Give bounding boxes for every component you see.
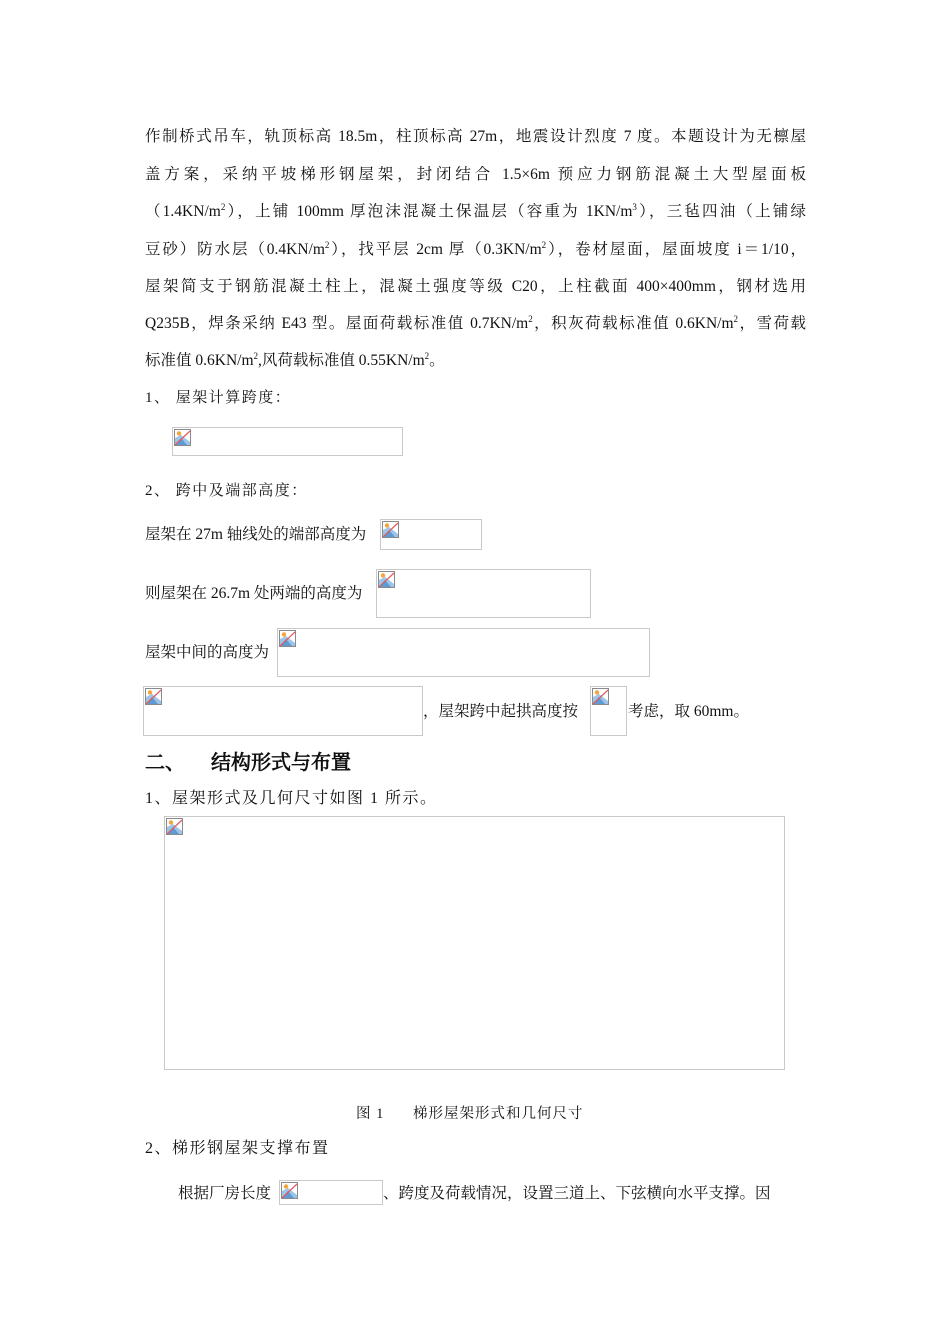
end-height-267-text: 则屋架在 26.7m 处两端的高度为 bbox=[145, 585, 363, 602]
camber-text-b: 考虑，取 60mm。 bbox=[628, 703, 749, 720]
subheading-heights: 2、 跨中及端部高度： bbox=[145, 483, 308, 499]
formula-image-mid-height-2 bbox=[143, 686, 423, 736]
broken-image-icon bbox=[174, 429, 191, 446]
formula-image-length bbox=[279, 1180, 383, 1205]
section-item-1: 1、屋架形式及几何尺寸如图 1 所示。 bbox=[145, 790, 438, 807]
subheading-span: 1、 屋架计算跨度： bbox=[145, 390, 292, 406]
broken-image-icon bbox=[281, 1182, 298, 1199]
paragraph-line-1: 作制桥式吊车，轨顶标高 18.5m，柱顶标高 27m，地震设计烈度 7 度。本题设计为无檩屋 bbox=[145, 128, 806, 145]
paragraph-line-7: 标准值 $0.6KN/m^2$,风荷载标准值 $0.55KN/m^2$。 bbox=[145, 351, 445, 369]
mid-height-text: 屋架中间的高度为 bbox=[145, 644, 270, 661]
section-heading: 二、 结构形式与布置 bbox=[145, 750, 351, 774]
paragraph-line-3: $(1.4KN/m^2)$，上铺 100mm 厚泡沫混凝土保温层（容重为 $1KN/m^3$），三毡四油（上铺绿 bbox=[145, 202, 806, 220]
figure-caption: 图 1 梯形屋架形式和几何尺寸 bbox=[356, 1106, 584, 1122]
section-item-2: 2、梯形钢屋架支撑布置 bbox=[145, 1140, 330, 1157]
formula-image-end-height bbox=[380, 519, 482, 550]
last-line-text-b: 、跨度及荷载情况，设置三道上、下弦横向水平支撑。因 bbox=[383, 1185, 771, 1202]
paragraph-line-4: 豆砂）防水层$(0.4KN/m^2)$，找平层 2cm 厚$(0.3KN/m^2)$，卷材屋面，屋面坡度 i＝1/10， bbox=[145, 240, 806, 258]
end-height-text: 屋架在 27m 轴线处的端部高度为 bbox=[145, 526, 367, 543]
paragraph-line-5: 屋架简支于钢筋混凝土柱上，混凝土强度等级 C20，上柱截面 400×400mm，钢材选用 bbox=[145, 278, 806, 295]
broken-image-icon bbox=[378, 571, 395, 588]
formula-image-span bbox=[172, 427, 403, 456]
paragraph-line-6: Q235B，焊条采纳 E43 型。屋面荷载标准值 $0.7KN/m^2$，积灰荷载标准值 $0.6KN/m^2$，雪荷载 bbox=[145, 314, 806, 332]
broken-image-icon bbox=[592, 688, 609, 705]
last-line-text-a: 根据厂房长度 bbox=[178, 1185, 272, 1202]
broken-image-icon bbox=[382, 521, 399, 538]
paragraph-line-2: 盖方案，采纳平坡梯形钢屋架，封闭结合 1.5×6m 预应力钢筋混凝土大型屋面板 bbox=[145, 166, 806, 183]
formula-image-camber bbox=[590, 686, 627, 736]
broken-image-icon bbox=[145, 688, 162, 705]
formula-image-end-height-267 bbox=[376, 569, 591, 618]
figure-image bbox=[164, 816, 785, 1070]
formula-image-mid-height bbox=[277, 628, 650, 677]
broken-image-icon bbox=[166, 818, 183, 835]
broken-image-icon bbox=[279, 630, 296, 647]
camber-text-a: ，屋架跨中起拱高度按 bbox=[423, 703, 579, 720]
